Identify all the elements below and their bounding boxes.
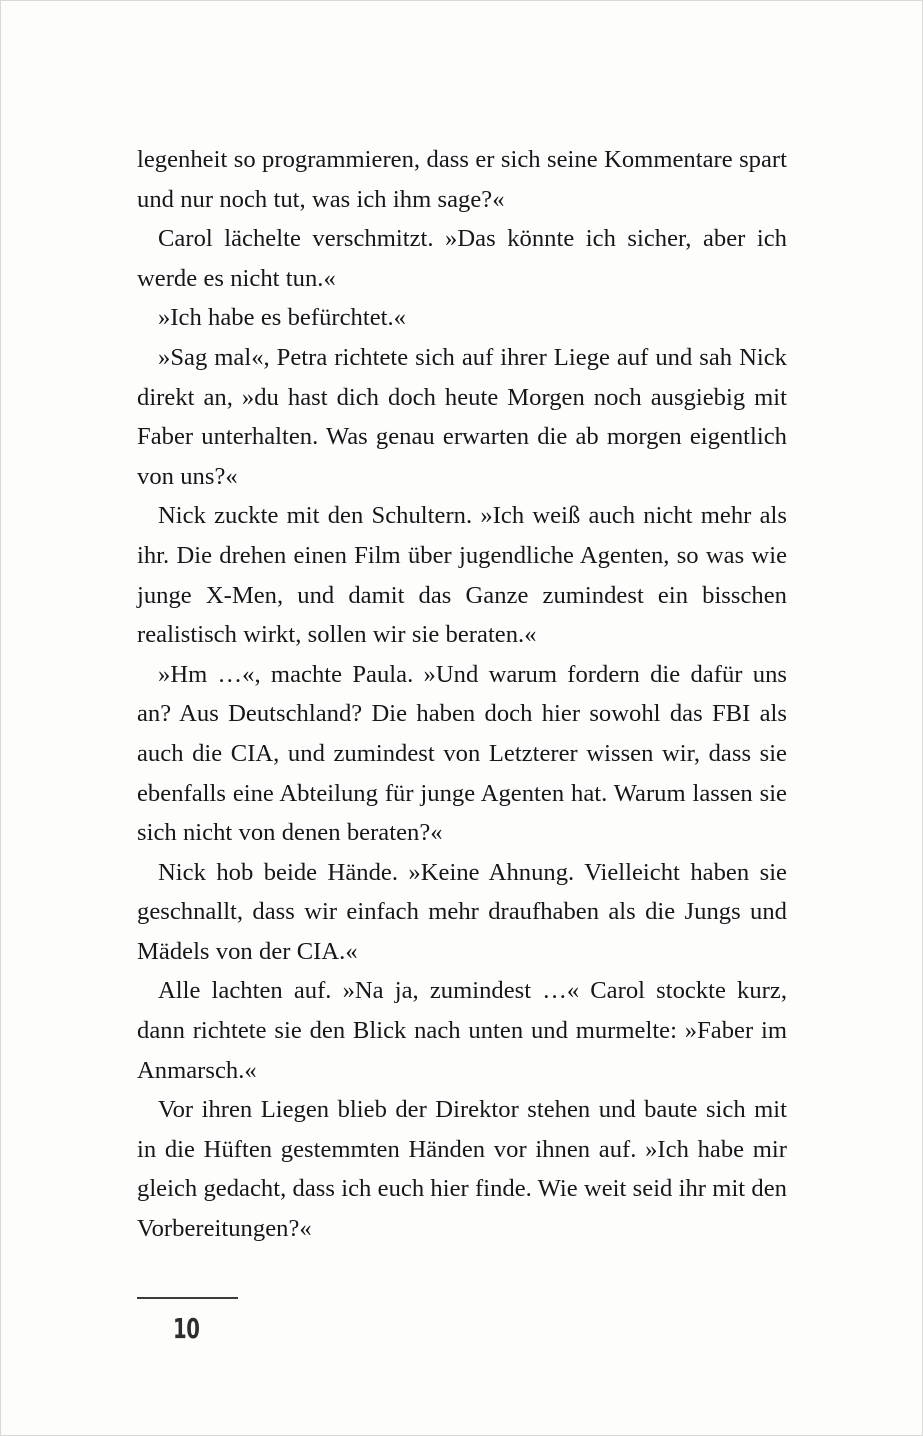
paragraph: Carol lächelte verschmitzt. »Das könnte ich sicher, aber ich werde es nicht tun.« (137, 225, 787, 292)
page-number: 10 (173, 1312, 200, 1345)
paragraph: »Sag mal«, Petra richtete sich auf ihrer Liege auf und sah Nick direkt an, »du hast dich doch heute Morgen noch ausgiebig mit Faber unterhalten. Was genau erwarten die ab morgen eigentlich von uns?« (137, 343, 787, 490)
paragraph: Alle lachten auf. »Na ja, zumindest …« Carol stockte kurz, dann richtete sie den Blick nach unten und murmelte: »Faber im Anmarsch.« (137, 977, 787, 1084)
page-text-block (137, 140, 787, 1249)
paragraph: legenheit so programmieren, dass er sich seine Kommentare spart und nur noch tut, was ich ihm sage?« (137, 146, 787, 213)
paragraph: Nick zuckte mit den Schultern. »Ich weiß auch nicht mehr als ihr. Die drehen einen Film über jugendliche Agenten, so was wie junge X-Men, und damit das Ganze zumindest ein bisschen realistisch wirkt, sollen wir sie beraten.« (137, 502, 787, 649)
page-footer (137, 1297, 397, 1343)
footer-divider-rule (137, 1297, 238, 1299)
paragraph: »Ich habe es befürchtet.« (158, 304, 406, 332)
paragraph: Nick hob beide Hände. »Keine Ahnung. Vielleicht haben sie geschnallt, dass wir einfach mehr draufhaben als die Jungs und Mädels von der CIA.« (137, 858, 787, 965)
paragraph: »Hm …«, machte Paula. »Und warum fordern die dafür uns an? Aus Deutschland? Die haben doch hier sowohl das FBI als auch die CIA, und zumindest von Letzterer wissen wir, dass sie ebenfalls eine Abteilung für junge Agenten hat. Warum lassen sie sich nicht von denen beraten?« (137, 660, 787, 847)
paragraph: Vor ihren Liegen blieb der Direktor stehen und baute sich mit in die Hüften gestemmten Händen vor ihnen auf. »Ich habe mir gleich gedacht, dass ich euch hier finde. Wie weit seid ihr mit den Vorbereitungen?« (137, 1096, 787, 1243)
